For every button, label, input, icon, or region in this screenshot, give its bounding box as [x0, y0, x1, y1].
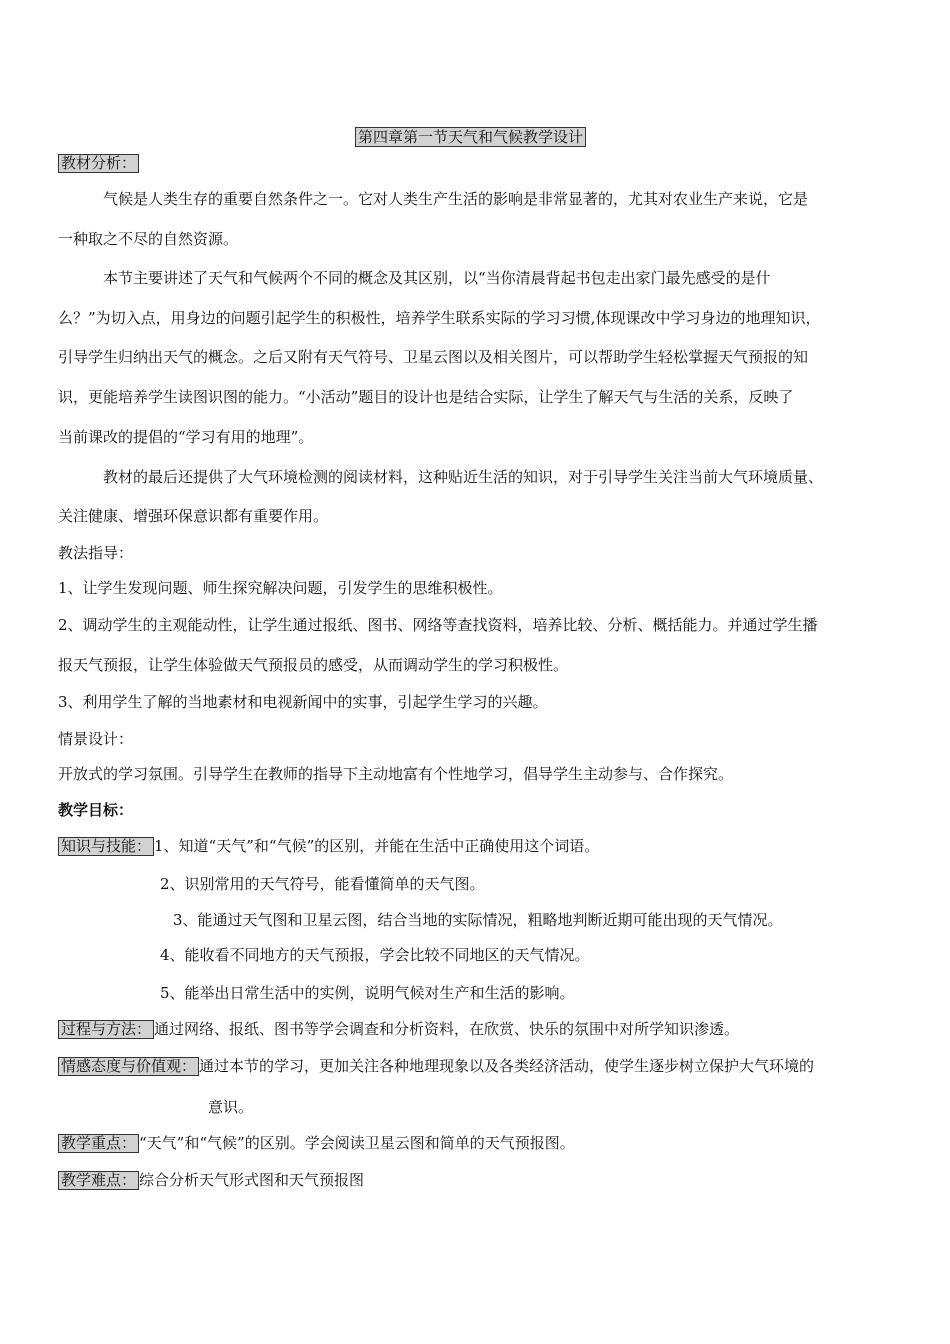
paragraph-line: 识，更能培养学生读图识图的能力。“小活动”题目的设计也是结合实际，让学生了解天气与生活的关系，反映了 — [58, 388, 794, 406]
emotion-text-cont: 意识。 — [208, 1098, 254, 1116]
knowledge-item: 3、能通过天气图和卫星云图，结合当地的实际情况，粗略地判断近期可能出现的天气情况。 — [173, 911, 783, 929]
paragraph-line: 引导学生归纳出天气的概念。之后又附有天气符号、卫星云图以及相关图片，可以帮助学生轻松掌握天气预报的知 — [58, 348, 809, 366]
knowledge-item: 2、识别常用的天气符号，能看懂简单的天气图。 — [160, 875, 485, 893]
knowledge-label: 知识与技能： — [58, 837, 154, 856]
key-point-label: 教学重点： — [58, 1134, 139, 1153]
knowledge-line — [58, 836, 599, 856]
process-label: 过程与方法： — [58, 1020, 154, 1039]
scene-text: 开放式的学习氛围。引导学生在教师的指导下主动地富有个性地学习，倡导学生主动参与、合作探究。 — [58, 765, 734, 783]
emotion-label: 情感态度与价值观： — [58, 1057, 199, 1076]
method-item: 1、让学生发现问题、师生探究解决问题，引发学生的思维积极性。 — [58, 579, 503, 597]
difficult-point-label: 教学难点： — [58, 1171, 139, 1190]
paragraph-line: 教材的最后还提供了大气环境检测的阅读材料，这种贴近生活的知识，对于引导学生关注当前大气环境质量、 — [103, 468, 824, 486]
paragraph-line: 一种取之不尽的自然资源。 — [58, 230, 239, 248]
paragraph-line: 当前课改的提倡的“学习有用的地理”。 — [58, 428, 314, 446]
analysis-heading-line — [58, 153, 139, 173]
scene-heading: 情景设计： — [58, 730, 134, 748]
method-heading: 教法指导： — [58, 544, 134, 562]
method-item: 报天气预报，让学生体验做天气预报员的感受，从而调动学生的学习积极性。 — [58, 656, 569, 674]
difficult-point-line — [58, 1170, 364, 1190]
document-title: 第四章第一节天气和气候教学设计 — [355, 127, 586, 147]
paragraph-line: 关注健康、增强环保意识都有重要作用。 — [58, 507, 329, 525]
process-text: 通过网络、报纸、图书等学会调查和分析资料，在欣赏、快乐的氛围中对所学知识渗透。 — [154, 1020, 740, 1038]
emotion-text: 通过本节的学习，更加关注各种地理现象以及各类经济活动，使学生逐步树立保护大气环境的 — [199, 1057, 815, 1075]
knowledge-item: 4、能收看不同地方的天气预报，学会比较不同地区的天气情况。 — [160, 946, 590, 964]
method-item: 2、调动学生的主观能动性，让学生通过报纸、图书、网络等查找资料，培养比较、分析、概括能力。并通过学生播 — [58, 616, 818, 634]
goals-heading: 教学目标： — [58, 801, 134, 819]
emotion-line — [58, 1056, 814, 1076]
difficult-point-text: 综合分析天气形式图和天气预报图 — [139, 1171, 365, 1189]
process-line — [58, 1019, 739, 1039]
analysis-heading: 教材分析： — [58, 154, 139, 173]
key-point-line — [58, 1133, 575, 1153]
paragraph-line: 气候是人类生存的重要自然条件之一。它对人类生产生活的影响是非常显著的，尤其对农业生产来说，它是 — [103, 190, 809, 208]
paragraph-line: 么？”为切入点，用身边的问题引起学生的积极性，培养学生联系实际的学习习惯,体现课改中学习身边的地理知识， — [58, 309, 821, 327]
method-item: 3、利用学生了解的当地素材和电视新闻中的实事，引起学生学习的兴趣。 — [58, 693, 548, 711]
key-point-text: “天气”和“气候”的区别。学会阅读卫星云图和简单的天气预报图。 — [139, 1134, 575, 1152]
knowledge-item: 5、能举出日常生活中的实例，说明气候对生产和生活的影响。 — [160, 984, 575, 1002]
paragraph-line: 本节主要讲述了天气和气候两个不同的概念及其区别，以“当你清晨背起书包走出家门最先感受的是什 — [103, 269, 771, 287]
knowledge-item: 1、知道“天气”和“气候”的区别，并能在生活中正确使用这个词语。 — [154, 837, 600, 855]
